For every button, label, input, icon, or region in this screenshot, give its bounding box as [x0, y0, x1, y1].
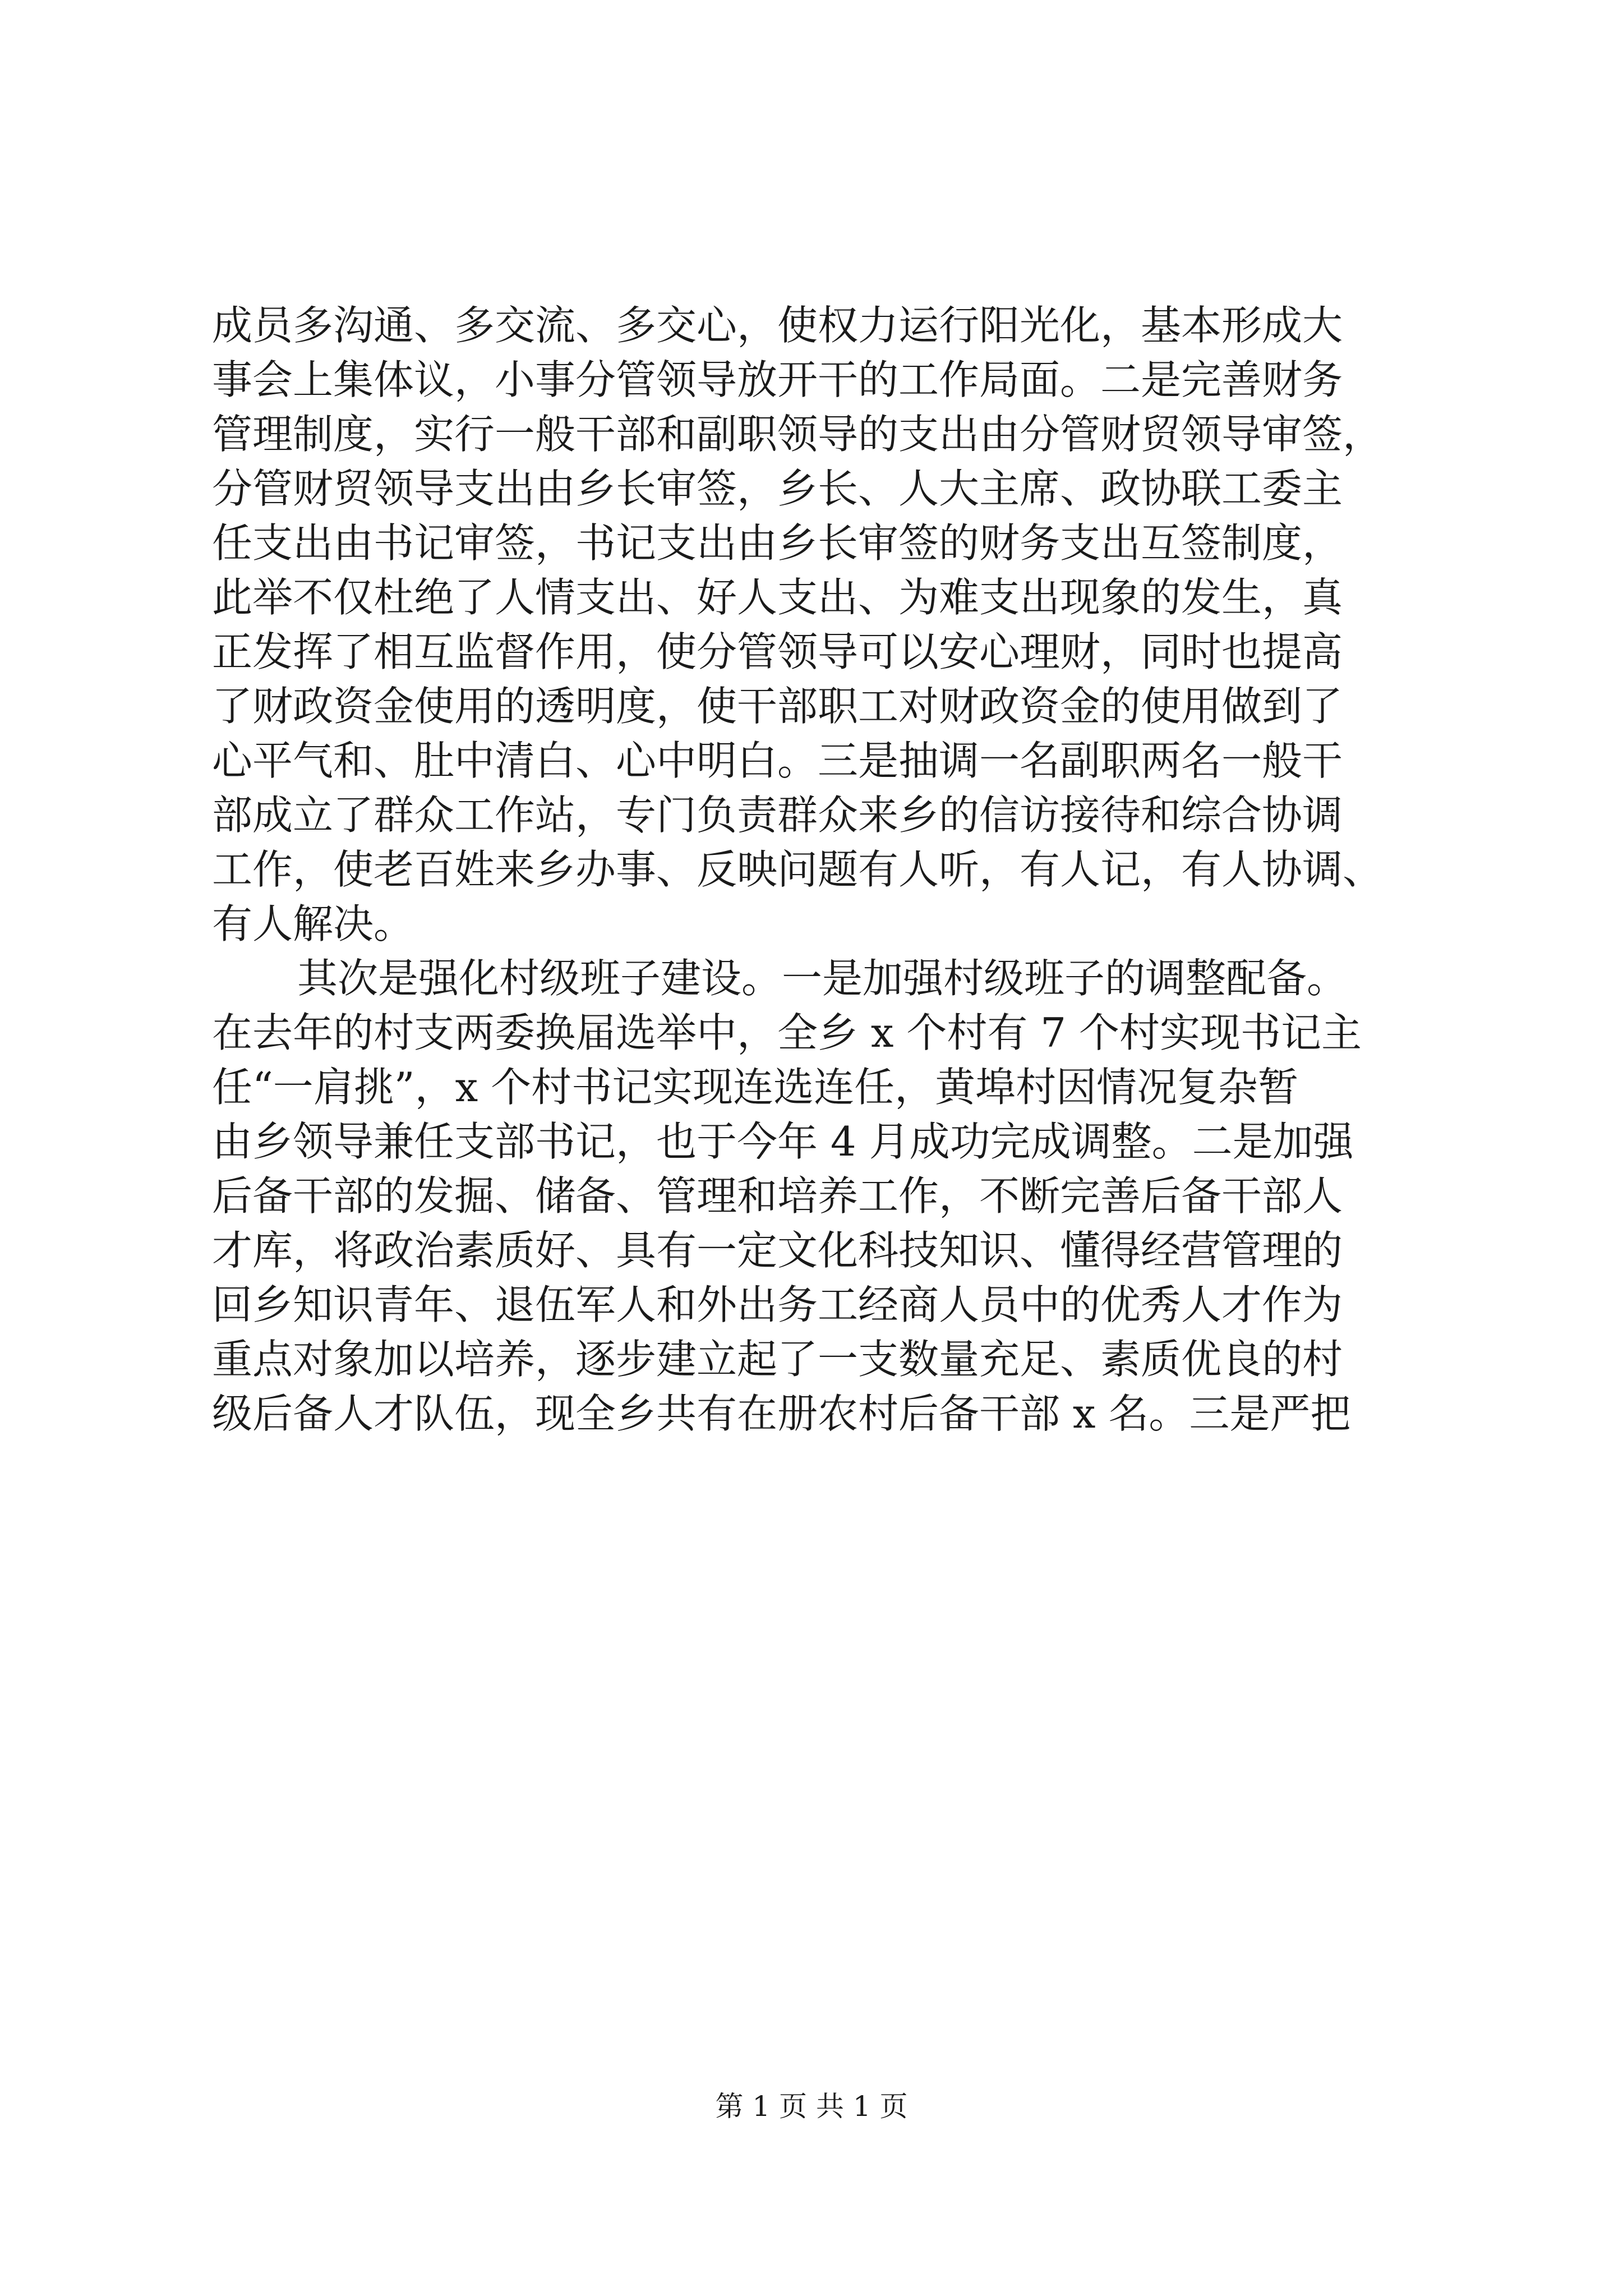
text-line: 正发挥了相互监督作用，使分管领导可以安心理财，同时也提高 [212, 628, 1343, 675]
text-line: 任“一肩挑”，x 个村书记实现连选连任，黄埠村因情况复杂暂 [212, 1064, 1299, 1111]
text-line: 回乡知识青年、退伍军人和外出务工经商人员中的优秀人才作为 [212, 1281, 1343, 1328]
text-line: 任支出由书记审签，书记支出由乡长审签的财务支出互签制度， [212, 519, 1343, 567]
page-number-footer: 第 1 页 共 1 页 [715, 2090, 908, 2123]
text-line: 有人解决。 [212, 900, 414, 947]
text-line: 事会上集体议，小事分管领导放开干的工作局面。二是完善财务 [212, 356, 1343, 403]
text-line: 分管财贸领导支出由乡长审签，乡长、人大主席、政协联工委主 [212, 465, 1343, 512]
text-line: 了财政资金使用的透明度，使干部职工对财政资金的使用做到了 [212, 683, 1343, 730]
text-line: 后备干部的发掘、储备、管理和培养工作，不断完善后备干部人 [212, 1172, 1343, 1220]
text-line: 部成立了群众工作站，专门负责群众来乡的信访接待和综合协调 [212, 792, 1343, 839]
text-line: 才库，将政治素质好、具有一定文化科技知识、懂得经营管理的 [212, 1227, 1343, 1274]
text-line: 工作，使老百姓来乡办事、反映问题有人听，有人记，有人协调、 [212, 846, 1384, 893]
text-line: 成员多沟通、多交流、多交心，使权力运行阳光化，基本形成大 [212, 302, 1343, 349]
text-line: 心平气和、肚中清白、心中明白。三是抽调一名副职两名一般干 [212, 737, 1343, 784]
paragraph-first-line: 其次是强化村级班子建设。一是加强村级班子的调整配备。 [297, 955, 1348, 1002]
text-line: 在去年的村支两委换届选举中，全乡 x 个村有 7 个村实现书记主 [212, 1009, 1362, 1056]
text-line: 由乡领导兼任支部书记，也于今年 4 月成功完成调整。二是加强 [212, 1118, 1354, 1165]
text-line: 级后备人才队伍，现全乡共有在册农村后备干部 x 名。三是严把 [212, 1390, 1351, 1437]
text-line: 重点对象加以培养，逐步建立起了一支数量充足、素质优良的村 [212, 1336, 1343, 1383]
text-line: 管理制度，实行一般干部和副职领导的支出由分管财贸领导审签， [212, 411, 1384, 458]
text-line: 此举不仅杜绝了人情支出、好人支出、为难支出现象的发生，真 [212, 574, 1343, 621]
